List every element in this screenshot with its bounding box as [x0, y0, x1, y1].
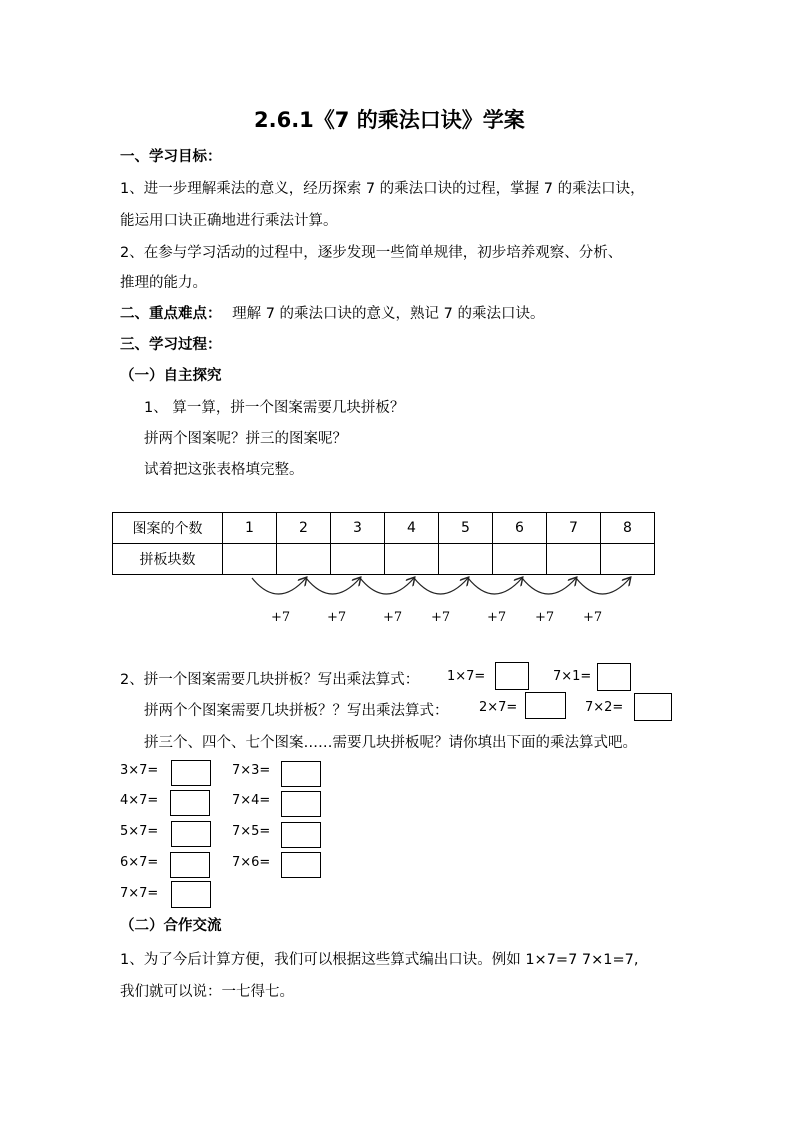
increment-label: +7	[271, 610, 291, 625]
table-header-pieces: 拼板块数	[113, 544, 223, 575]
question-1-line-2: 拼两个图案呢？拼三的图案呢？	[144, 431, 347, 447]
answer-box[interactable]	[281, 822, 321, 848]
arc-arrow	[306, 578, 360, 594]
question-2-line-2: 拼两个个图案需要几块拼板？？写出乘法算式：	[144, 703, 449, 719]
part-1-heading: （一）自主探究	[120, 368, 222, 384]
answer-box[interactable]	[170, 790, 210, 816]
key-points	[120, 302, 545, 323]
goal-1-line-1: 1、进一步理解乘法的意义，经历探索 7 的乘法口诀的过程，掌握 7 的乘法口诀，	[120, 181, 645, 197]
arc-arrow	[522, 578, 576, 594]
table-blank-cell[interactable]	[277, 544, 331, 575]
equation-label: 7×3=	[232, 763, 271, 778]
question-1-line-3: 试着把这张表格填完整。	[144, 462, 304, 478]
table-blank-cell[interactable]	[331, 544, 385, 575]
question-2-line-1: 2、拼一个图案需要几块拼板？写出乘法算式：	[120, 672, 420, 688]
table-col-4: 4	[385, 513, 439, 544]
answer-box[interactable]	[495, 662, 529, 690]
answer-box[interactable]	[171, 821, 211, 847]
goal-2-line-2: 推理的能力。	[120, 275, 207, 291]
table-row-pieces	[113, 544, 655, 575]
increment-label: +7	[583, 610, 603, 625]
section-process-heading: 三、学习过程：	[120, 337, 222, 353]
part-2-line-2: 我们就可以说：一七得七。	[120, 984, 294, 1000]
answer-box[interactable]	[281, 852, 321, 878]
pattern-table	[112, 512, 655, 575]
answer-box[interactable]	[171, 760, 211, 786]
table-col-2: 2	[277, 513, 331, 544]
answer-box[interactable]	[597, 663, 631, 691]
equation-label: 7×5=	[232, 824, 271, 839]
table-col-6: 6	[493, 513, 547, 544]
equation-label: 7×2=	[585, 700, 624, 715]
answer-box[interactable]	[170, 852, 210, 878]
question-1-line-1: 1、 算一算，拼一个图案需要几块拼板？	[144, 400, 405, 416]
equation-label: 5×7=	[120, 824, 159, 839]
equation-label: 6×7=	[120, 855, 159, 870]
increment-label: +7	[327, 610, 347, 625]
equation-label: 7×7=	[120, 886, 159, 901]
equation-label: 4×7=	[120, 793, 159, 808]
key-points-text: 理解 7 的乘法口诀的意义，熟记 7 的乘法口诀。	[232, 306, 545, 322]
equation-label: 7×4=	[232, 793, 271, 808]
answer-box[interactable]	[281, 791, 321, 817]
table-header-pattern-count: 图案的个数	[113, 513, 223, 544]
goal-1-line-2: 能运用口诀正确地进行乘法计算。	[120, 213, 338, 229]
arc-arrow	[360, 578, 414, 594]
goal-2-line-1: 2、在参与学习活动的过程中，逐步发现一些简单规律，初步培养观察、分析、	[120, 245, 623, 261]
table-blank-cell[interactable]	[385, 544, 439, 575]
arc-arrow	[252, 578, 306, 594]
table-col-1: 1	[223, 513, 277, 544]
arc-arrow	[468, 578, 522, 594]
section-goals-heading: 一、学习目标：	[120, 149, 222, 165]
answer-box[interactable]	[525, 692, 566, 719]
table-blank-cell[interactable]	[439, 544, 493, 575]
question-2-line-3: 拼三个、四个、七个图案……需要几块拼板呢？请你填出下面的乘法算式吧。	[144, 735, 637, 751]
increment-label: +7	[487, 610, 507, 625]
answer-box[interactable]	[634, 693, 672, 721]
part-2-line-1: 1、为了今后计算方便，我们可以根据这些算式编出口诀。例如 1×7=7 7×1=7,	[120, 952, 639, 968]
table-col-8: 8	[601, 513, 655, 544]
key-points-heading: 二、重点难点：	[120, 306, 222, 322]
equation-label: 2×7=	[479, 700, 518, 715]
part-2-heading: （二）合作交流	[120, 918, 222, 934]
increment-label: +7	[535, 610, 555, 625]
table-blank-cell[interactable]	[493, 544, 547, 575]
increment-label: +7	[431, 610, 451, 625]
table-col-5: 5	[439, 513, 493, 544]
increment-label: +7	[383, 610, 403, 625]
equation-label: 7×6=	[232, 855, 271, 870]
answer-box[interactable]	[171, 881, 211, 908]
arc-arrow	[576, 578, 630, 594]
table-col-3: 3	[331, 513, 385, 544]
table-row-count	[113, 513, 655, 544]
answer-box[interactable]	[281, 761, 321, 787]
equation-label: 1×7=	[447, 669, 486, 684]
table-blank-cell[interactable]	[223, 544, 277, 575]
table-blank-cell[interactable]	[547, 544, 601, 575]
page-title: 2.6.1《7 的乘法口诀》学案	[254, 108, 525, 132]
arc-arrow	[414, 578, 468, 594]
table-blank-cell[interactable]	[601, 544, 655, 575]
table-col-7: 7	[547, 513, 601, 544]
equation-label: 3×7=	[120, 763, 159, 778]
increment-arrows	[240, 572, 640, 602]
equation-label: 7×1=	[553, 669, 592, 684]
